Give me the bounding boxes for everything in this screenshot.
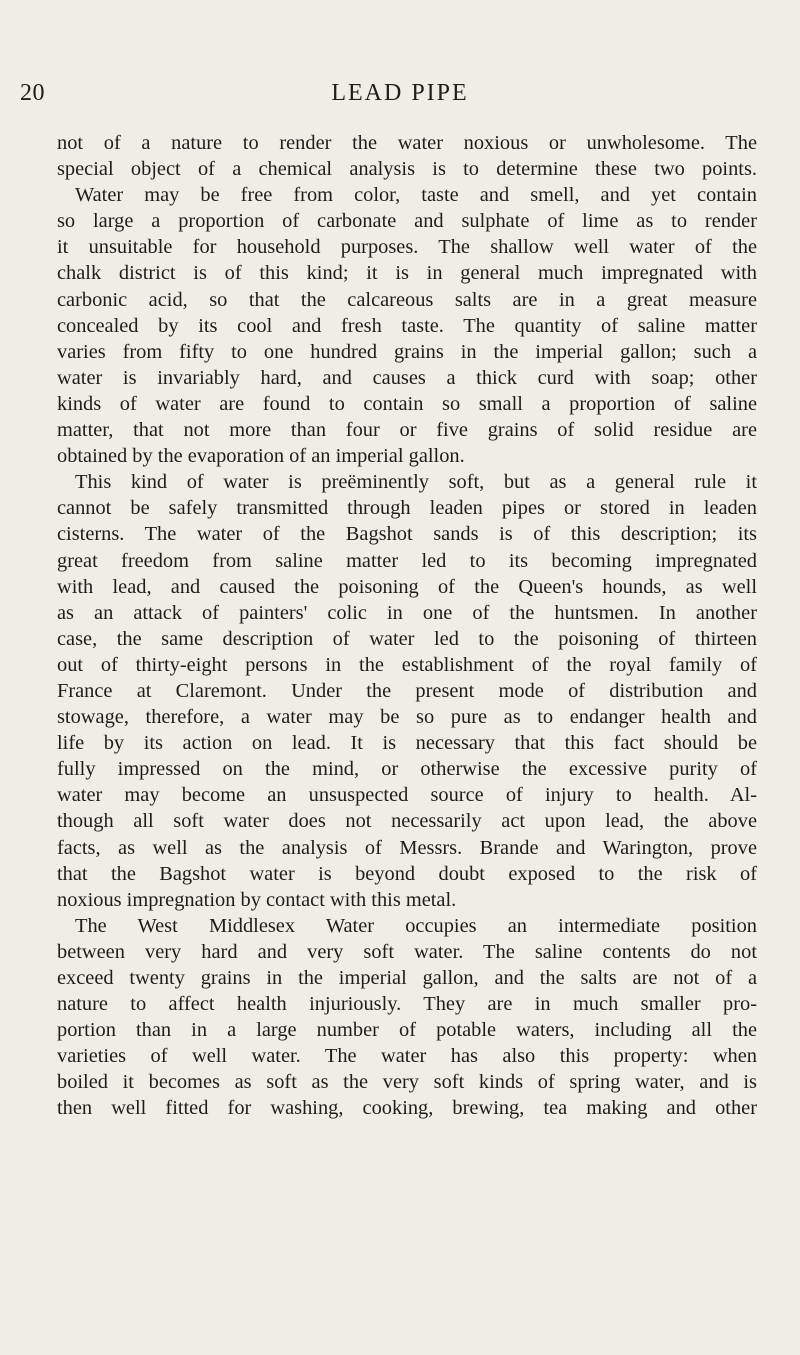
text-line: fully impressed on the mind, or otherwise the excessive purity of bbox=[57, 758, 757, 781]
page-number: 20 bbox=[20, 80, 45, 106]
text-line: between very hard and very soft water. The saline contents do not bbox=[57, 940, 757, 963]
body-text bbox=[57, 130, 757, 1122]
text-line: kinds of water are found to contain so small a proportion of saline bbox=[57, 392, 757, 415]
text-line: cisterns. The water of the Bagshot sands is of this description; its bbox=[57, 523, 757, 546]
text-line: varies from fifty to one hundred grains in the imperial gallon; such a bbox=[57, 340, 757, 363]
text-line: noxious impregnation by contact with this metal. bbox=[57, 888, 457, 911]
text-line: boiled it becomes as soft as the very soft kinds of spring water, and is bbox=[57, 1071, 757, 1094]
text-line: it unsuitable for household purposes. The shallow well water of the bbox=[57, 236, 757, 259]
text-line: not of a nature to render the water noxious or unwholesome. The bbox=[57, 132, 757, 154]
text-line: special object of a chemical analysis is to determine these two points. bbox=[57, 158, 757, 181]
text-line: as an attack of painters' colic in one of the huntsmen. In another bbox=[57, 601, 757, 624]
text-line: that the Bagshot water is beyond doubt exposed to the risk of bbox=[57, 862, 757, 885]
text-line: carbonic acid, so that the calcareous salts are in a great measure bbox=[57, 288, 757, 311]
page-header bbox=[20, 80, 780, 110]
text-line: obtained by the evaporation of an imperial gallon. bbox=[57, 445, 465, 468]
text-line: so large a proportion of carbonate and sulphate of lime as to render bbox=[57, 210, 757, 233]
text-line: out of thirty-eight persons in the establishment of the royal family of bbox=[57, 653, 757, 676]
text-line: water is invariably hard, and causes a thick curd with soap; other bbox=[57, 366, 757, 389]
text-line: cannot be safely transmitted through leaden pipes or stored in leaden bbox=[57, 497, 757, 520]
text-line: concealed by its cool and fresh taste. The quantity of saline matter bbox=[57, 314, 757, 337]
text-line: exceed twenty grains in the imperial gallon, and the salts are not of a bbox=[57, 967, 757, 989]
text-line: water may become an unsuspected source of injury to health. Al- bbox=[57, 784, 757, 807]
text-line: France at Claremont. Under the present mode of distribution and bbox=[57, 679, 757, 702]
running-head: LEAD PIPE bbox=[331, 80, 469, 106]
text-line: varieties of well water. The water has also this property: when bbox=[57, 1045, 757, 1068]
text-line: The West Middlesex Water occupies an intermediate position bbox=[75, 914, 757, 937]
text-line: case, the same description of water led to the poisoning of thirteen bbox=[57, 627, 757, 650]
text-line: nature to affect health injuriously. They are in much smaller pro- bbox=[57, 993, 757, 1016]
text-line: facts, as well as the analysis of Messrs. Brande and Warington, prove bbox=[57, 836, 757, 859]
text-line: matter, that not more than four or five grains of solid residue are bbox=[57, 419, 757, 442]
text-line: This kind of water is preëminently soft, but as a general rule it bbox=[75, 471, 757, 494]
text-line: with lead, and caused the poisoning of the Queen's hounds, as well bbox=[57, 575, 757, 598]
text-line: stowage, therefore, a water may be so pure as to endanger health and bbox=[57, 706, 757, 729]
text-line: though all soft water does not necessarily act upon lead, the above bbox=[57, 810, 757, 833]
text-line: Water may be free from color, taste and smell, and yet contain bbox=[75, 184, 757, 207]
text-line: life by its action on lead. It is necessary that this fact should be bbox=[57, 732, 757, 755]
text-line: chalk district is of this kind; it is in general much impregnated with bbox=[57, 262, 757, 285]
text-line: then well fitted for washing, cooking, brewing, tea making and other bbox=[57, 1097, 757, 1120]
text-line: great freedom from saline matter led to its becoming impregnated bbox=[57, 549, 757, 572]
text-line: portion than in a large number of potable waters, including all the bbox=[57, 1019, 757, 1042]
